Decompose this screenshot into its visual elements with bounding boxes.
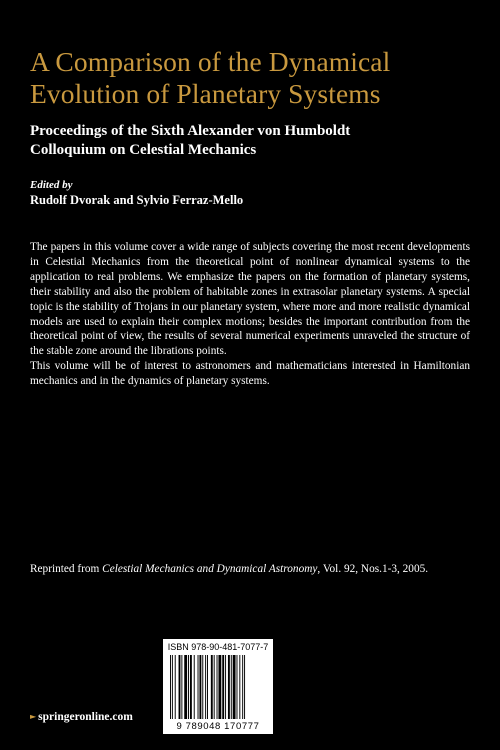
editors-names: Rudolf Dvorak and Sylvio Ferraz-Mello <box>30 193 244 207</box>
barcode-bar <box>175 655 176 719</box>
publisher-website <box>30 711 133 723</box>
barcode-bar <box>244 655 245 719</box>
edited-by-label: Edited by <box>30 179 73 191</box>
barcode-bars <box>170 655 266 721</box>
barcode-bar <box>231 655 232 719</box>
book-abstract <box>30 240 470 389</box>
barcode-bar <box>239 655 240 719</box>
barcode-bar <box>184 655 187 719</box>
barcode-bar <box>237 655 238 719</box>
barcode-bar <box>228 655 230 719</box>
title-line-2: Evolution of Planetary Systems <box>30 78 381 109</box>
arrow-icon: ► <box>30 712 37 721</box>
book-subtitle <box>30 122 470 160</box>
reprint-journal: Celestial Mechanics and Dynamical Astronomy <box>102 563 318 575</box>
barcode-bar <box>207 655 208 719</box>
abstract-paragraph-1: The papers in this volume cover a wide range of subjects covering the most recent developments in Celestial Mechanics from the theoretical point of nonlinear dynamical systems to the application to real problems. We emphasize the papers on the formation of planetary systems, their stability and also the problem of habitable zones in extrasolar planetary systems. A special topic is the stability of Trojans in our planetary system, where more and more realistic dynamical models are used to explain their complex motions; besides the important contribution from the theoretical point of view, the results of several numerical experiments unraveled the structure of the stable zone around the librations points. <box>30 241 470 358</box>
title-line-1: A Comparison of the Dynamical <box>30 46 391 77</box>
isbn-barcode <box>163 639 273 734</box>
barcode-bar <box>198 655 199 719</box>
isbn-text: ISBN 978-90-481-7077-7 <box>167 642 269 652</box>
subtitle-line-2: Colloquium on Celestial Mechanics <box>30 142 257 158</box>
barcode-bar <box>214 655 215 719</box>
abstract-paragraph-2: This volume will be of interest to astronomers and mathematicians interested in Hamiltonian mechanics and in the dynamics of planetary systems. <box>30 360 470 388</box>
barcode-bar <box>194 655 195 719</box>
barcode-bar <box>190 655 192 719</box>
website-label: springeronline.com <box>38 711 133 723</box>
barcode-bar <box>179 655 181 719</box>
barcode-bar <box>211 655 213 719</box>
barcode-bar <box>233 655 236 719</box>
barcode-bar <box>181 655 182 719</box>
barcode-bar <box>217 655 218 719</box>
subtitle-line-1: Proceedings of the Sixth Alexander von Humboldt <box>30 123 351 139</box>
barcode-bar <box>205 655 206 719</box>
reprint-notice <box>30 563 480 575</box>
barcode-bar <box>242 655 243 719</box>
barcode-bar <box>199 655 201 719</box>
reprint-prefix: Reprinted from <box>30 563 103 575</box>
barcode-bar <box>202 655 203 719</box>
barcode-bar <box>170 655 171 719</box>
barcode-bar <box>188 655 189 719</box>
barcode-number: 9 789048 170777 <box>176 721 260 732</box>
barcode-bar <box>222 655 224 719</box>
reprint-suffix: , Vol. 92, Nos.1-3, 2005. <box>317 563 429 575</box>
barcode-bar <box>172 655 173 719</box>
barcode-bar <box>225 655 226 719</box>
book-title <box>30 46 470 110</box>
barcode-bar <box>218 655 221 719</box>
